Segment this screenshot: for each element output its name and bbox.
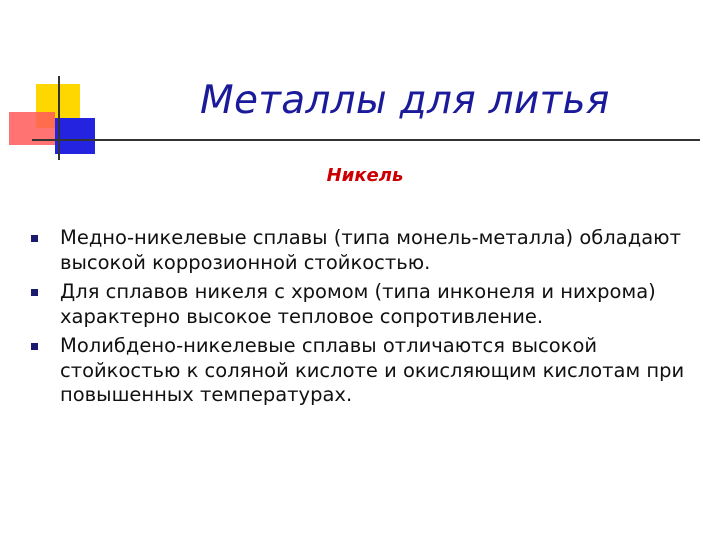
bullet-square-icon [31, 343, 38, 350]
bullet-list [30, 226, 710, 413]
bullet-text: Для сплавов никеля с хромом (типа инконеля и нихрома) характерно высокое тепловое сопротивление. [60, 280, 656, 328]
slide-title: Металлы для литья [200, 78, 610, 123]
title-divider [32, 139, 700, 141]
bullet-item [30, 280, 710, 329]
bullet-text: Медно-никелевые сплавы (типа монель-металла) обладают высокой коррозионной стойкостью. [60, 226, 681, 274]
decorative-logo [0, 0, 110, 170]
bullet-text: Молибдено-никелевые сплавы отличаются высокой стойкостью к соляной кислоте и окисляющим кислотам при повышенных температурах. [60, 334, 685, 406]
slide-subtitle: Никель [326, 165, 404, 186]
logo-vertical-line [58, 76, 60, 160]
bullet-square-icon [31, 235, 38, 242]
bullet-square-icon [31, 289, 38, 296]
bullet-item [30, 226, 710, 275]
logo-blue-square [55, 118, 95, 154]
bullet-item [30, 334, 710, 408]
